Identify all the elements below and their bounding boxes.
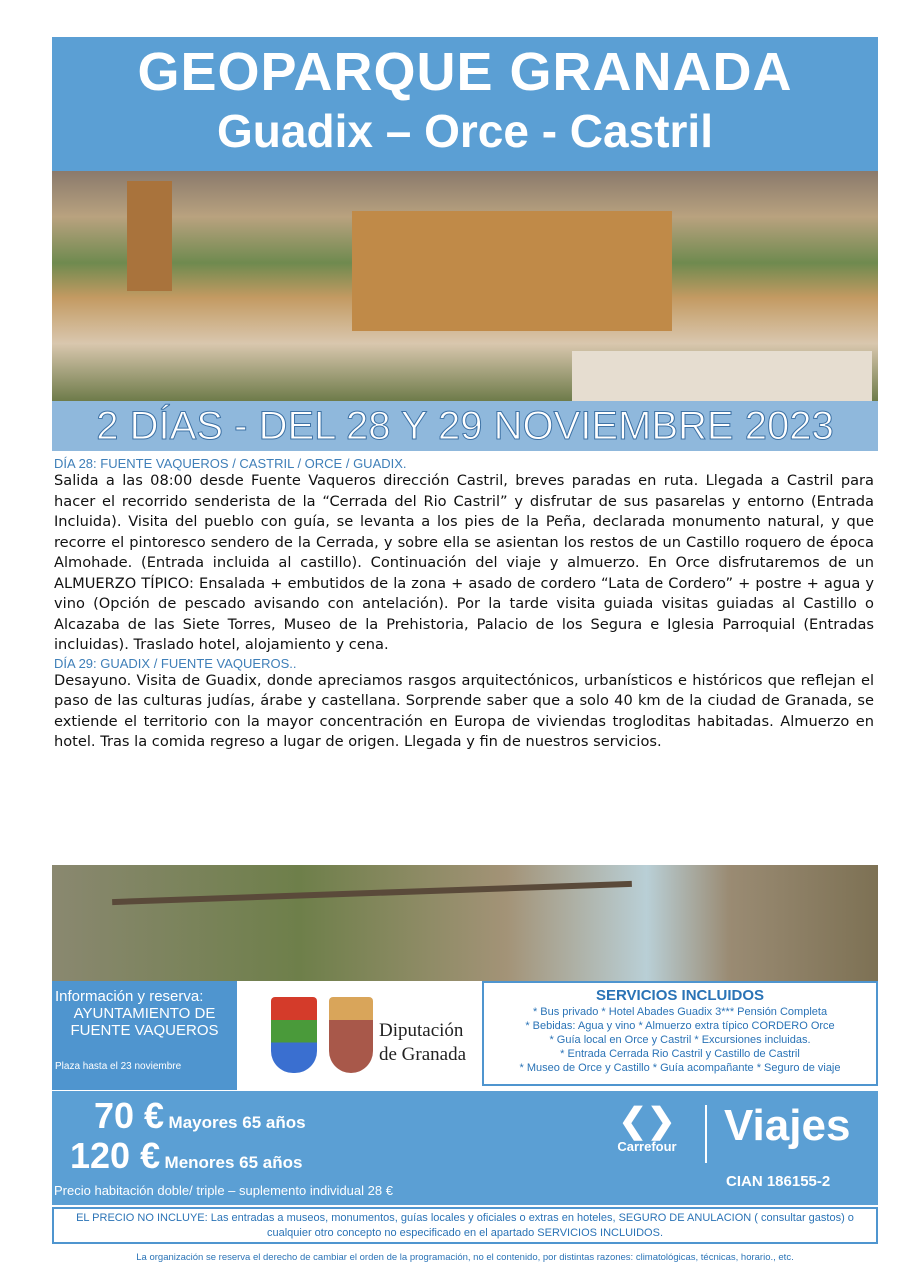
price-label: Menores 65 años: [164, 1153, 303, 1172]
service-line: * Guía local en Orce y Castril * Excursiones incluidas.: [549, 1034, 811, 1046]
service-line: * Bus privado * Hotel Abades Guadix 3*** Pensión Completa: [532, 1006, 828, 1018]
day-1-text: Salida a las 08:00 desde Fuente Vaqueros dirección Castril, breves paradas en ruta. Llegada a Castril para hacer el recorrido senderista de la “Cerrada del Rio Castril” y disfrutar de sus pasarelas y entorno (Entrada Incluida). Visita del pueblo con guía, se levanta a los pies de la Peña, declarada monumento natural, y que recorre el pintoresco sendero de la Cerrada, y sobre ella se asientan los restos de un Castillo roquero de época Almohade. (Entrada incluida al castillo). Continuación del viaje y almuerzo. En Orce disfrutaremos de un ALMUERZO TÍPICO: Ensalada + embutidos de la zona + asado de cordero “Lata de Cordero” + postre + agua y vino (Opción de pescado avisando con antelación). Por la tarde visita guiada visitas guiadas al Castillo o Alcazaba de las Siete Torres, Museo de la Prehistoria, Palacio de los Segura e Iglesia Parroquial (Entradas incluidas). Traslado hotel, alojamiento y cena.: [54, 472, 874, 653]
services-title: SERVICIOS INCLUIDOS: [595, 987, 765, 1004]
diputacion-shield-icon: [329, 997, 373, 1073]
itinerary: [54, 456, 874, 753]
page-subtitle: Guadix – Orce - Castril: [217, 105, 713, 157]
prices-box: [52, 1091, 878, 1205]
services-included: [482, 981, 878, 1086]
agency-license: CIAN 186155-2: [726, 1173, 831, 1190]
service-line: * Bebidas: Agua y vino * Almuerzo extra típico CORDERO Orce: [525, 1020, 835, 1032]
price-amount: 120 €: [70, 1135, 161, 1176]
day-2-heading: DÍA 29: GUADIX / FUENTE VAQUEROS..: [54, 655, 297, 671]
deadline: Plaza hasta el 23 noviembre: [55, 1061, 182, 1072]
day-1-heading: DÍA 28: FUENTE VAQUEROS / CASTRIL / ORCE / GUADIX.: [54, 456, 407, 471]
carrefour-brand: Carrefour: [617, 1139, 677, 1154]
logos: [237, 981, 481, 1090]
price-amount: 70 €: [94, 1095, 165, 1136]
info-label: Información y reserva:: [55, 988, 204, 1005]
price-label: Mayores 65 años: [168, 1113, 306, 1132]
guadix-alcazaba-photo: [52, 171, 878, 401]
carrefour-logo-icon: ❮❯: [618, 1102, 676, 1140]
diputacion-line1: Diputación: [379, 1020, 464, 1041]
info-org-line2: FUENTE VAQUEROS: [70, 1022, 219, 1039]
header-banner: [52, 37, 878, 171]
agency-name: Viajes: [724, 1101, 851, 1150]
not-included: EL PRECIO NO INCLUYE: Las entradas a museos, monumentos, guías locales y oficiales o extras en hoteles, SEGURO DE ANULACION ( consultar gastos) o cualquier otro concepto no especificado en el apartado SERVICIOS INCLUIDOS.: [52, 1207, 878, 1244]
diputacion-line2: de Granada: [379, 1044, 467, 1065]
fuente-vaqueros-shield-icon: [271, 997, 317, 1073]
day-2-text: Desayuno. Visita de Guadix, donde apreciamos rasgos arquitectónicos, urbanísticos e históricos que reflejan el paso de las culturas judías, árabe y castellana. Sorprende saber que a solo 40 km de la ciudad de Granada, se extiende el territorio con la mayor concentración en Europa de viviendas trogloditas habitadas. Almuerzo en hotel. Tras la comida regreso a lugar de origen. Llegada y fin de nuestros servicios.: [54, 671, 874, 750]
date-banner: 2 DÍAS - DEL 28 Y 29 NOVIEMBRE 2023: [52, 401, 878, 451]
info-box: [52, 981, 237, 1090]
info-org-line1: AYUNTAMIENTO DE: [73, 1005, 216, 1022]
service-line: * Entrada Cerrada Rio Castril y Castillo de Castril: [560, 1048, 800, 1060]
cerrada-rio-castril-photo: [52, 865, 878, 981]
footer-disclaimer: La organización se reserva el derecho de cambiar el orden de la programación, no el contenido, por distintas razones: climatológicas, técnicas, horario., etc.: [136, 1252, 794, 1263]
page-title: GEOPARQUE GRANADA: [137, 42, 793, 102]
price-note: Precio habitación doble/ triple – suplemento individual 28 €: [54, 1183, 393, 1198]
service-line: * Museo de Orce y Castillo * Guía acompañante * Seguro de viaje: [519, 1062, 841, 1074]
